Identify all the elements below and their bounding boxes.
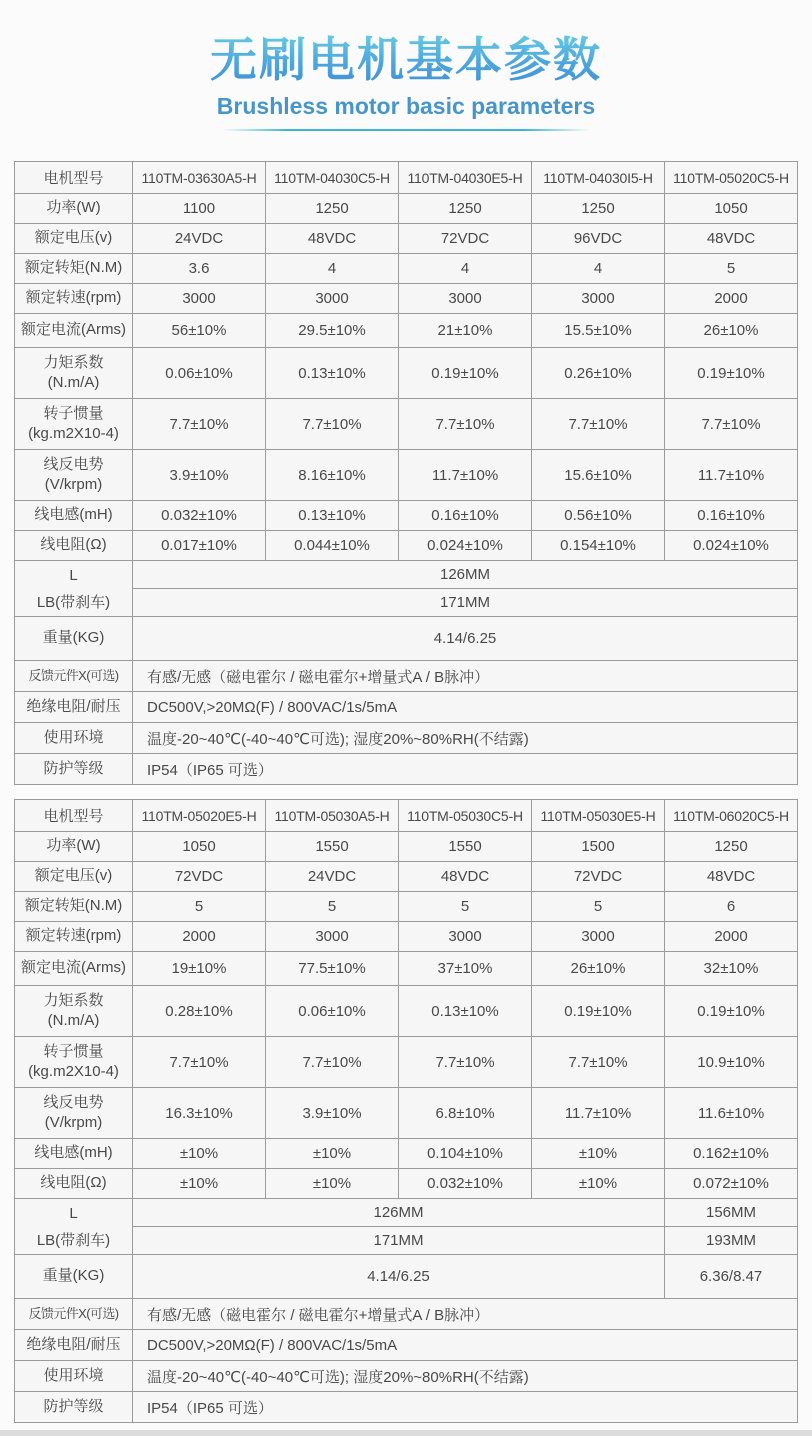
row-label-text: 绝缘电阻/耐压 (26, 697, 121, 715)
value-cell: 0.13±10% (266, 501, 399, 531)
value-cell: 0.16±10% (399, 501, 532, 531)
value-cell: 5 (266, 892, 399, 922)
value-cell: 1050 (665, 194, 798, 224)
model-number-cell: 110TM-04030I5-H (532, 162, 665, 194)
value-cell: 126MM (133, 1199, 665, 1227)
value-cell: 3000 (532, 284, 665, 314)
value-cell: 温度-20~40℃(-40~40℃可选); 湿度20%~80%RH(不结露) (133, 723, 798, 754)
value-cell: 6.8±10% (399, 1088, 532, 1139)
value-cell: ±10% (532, 1139, 665, 1169)
row-label-text: 额定电压(v) (34, 867, 113, 885)
row-label-text: 功率(W) (46, 199, 101, 217)
value-cell: 0.024±10% (399, 531, 532, 561)
row-label-text: LB(带刹车) (36, 593, 111, 611)
spec-table-2 (0, 799, 812, 1423)
value-cell: 2000 (133, 922, 266, 952)
row-label-cell (15, 1199, 133, 1255)
value-cell: 37±10% (399, 952, 532, 986)
value-cell: 48VDC (665, 862, 798, 892)
row-label-text: 防护等级 (43, 1397, 104, 1415)
value-cell: 0.56±10% (532, 501, 665, 531)
page-title: 无刷电机基本参数 (0, 32, 812, 88)
row-label-model: 电机型号 (15, 162, 133, 194)
value-cell: 1100 (133, 194, 266, 224)
value-cell: 有感/无感（磁电霍尔 / 磁电霍尔+增量式A / B脉冲） (133, 1299, 798, 1330)
row-label-text: 线电感(mH) (34, 1144, 113, 1162)
value-cell: 0.28±10% (133, 986, 266, 1037)
row-label-text: 额定转速(rpm) (25, 927, 122, 945)
row-label-cell (15, 1139, 133, 1169)
row-label-text: 反馈元件X(可选) (28, 668, 119, 684)
model-number-cell: 110TM-04030E5-H (399, 162, 532, 194)
row-label-cell (15, 922, 133, 952)
value-cell: 1250 (532, 194, 665, 224)
row-label-cell (15, 254, 133, 284)
value-cell: 0.06±10% (266, 986, 399, 1037)
value-cell: DC500V,>20MΩ(F) / 800VAC/1s/5mA (133, 692, 798, 723)
spec-table-1 (0, 161, 812, 785)
value-cell: 26±10% (665, 314, 798, 348)
value-cell: 2000 (665, 284, 798, 314)
row-label-text: 线电感(mH) (34, 506, 113, 524)
row-label-text: (kg.m2X10-4) (28, 1063, 119, 1080)
value-cell: 0.024±10% (665, 531, 798, 561)
row-label-cell (15, 986, 133, 1037)
row-label-text: 额定转速(rpm) (25, 289, 122, 307)
value-cell: 7.7±10% (266, 1037, 399, 1088)
value-cell: 72VDC (399, 224, 532, 254)
value-cell: 11.7±10% (665, 450, 798, 501)
value-cell: 6 (665, 892, 798, 922)
value-cell: 5 (532, 892, 665, 922)
row-label-cell (15, 1330, 133, 1361)
row-label-text: L (69, 1204, 78, 1222)
value-cell: 0.104±10% (399, 1139, 532, 1169)
page-subtitle: Brushless motor basic parameters (216, 93, 596, 119)
value-cell: 7.7±10% (532, 1037, 665, 1088)
row-label-cell (15, 501, 133, 531)
value-cell: 0.19±10% (665, 348, 798, 399)
value-cell: 5 (665, 254, 798, 284)
value-cell: 0.154±10% (532, 531, 665, 561)
row-label-cell (15, 1392, 133, 1423)
row-label-cell (15, 952, 133, 986)
value-cell: 7.7±10% (133, 1037, 266, 1088)
row-label-model: 电机型号 (15, 800, 133, 832)
row-label-text: 额定转矩(N.M) (24, 259, 123, 277)
row-label-cell (15, 754, 133, 785)
row-label-cell (15, 1255, 133, 1299)
row-label-cell (15, 399, 133, 450)
value-cell: 1250 (399, 194, 532, 224)
value-cell: DC500V,>20MΩ(F) / 800VAC/1s/5mA (133, 1330, 798, 1361)
value-cell: 0.044±10% (266, 531, 399, 561)
value-cell: 8.16±10% (266, 450, 399, 501)
value-cell: 2000 (665, 922, 798, 952)
value-cell: 3.6 (133, 254, 266, 284)
value-cell: 24VDC (266, 862, 399, 892)
value-cell: 15.5±10% (532, 314, 665, 348)
row-label-text: 绝缘电阻/耐压 (26, 1335, 121, 1353)
row-label-cell (15, 832, 133, 862)
value-cell: 7.7±10% (665, 399, 798, 450)
value-cell: 1500 (532, 832, 665, 862)
value-cell: 0.017±10% (133, 531, 266, 561)
value-cell: 96VDC (532, 224, 665, 254)
row-label-text: 线反电势 (43, 1093, 104, 1111)
title-underline (222, 129, 590, 131)
value-cell: 21±10% (399, 314, 532, 348)
value-cell: 77.5±10% (266, 952, 399, 986)
value-cell: 3000 (532, 922, 665, 952)
value-cell: ±10% (266, 1169, 399, 1199)
row-label-cell (15, 348, 133, 399)
row-label-cell (15, 1088, 133, 1139)
row-label-text: 额定电流(Arms) (21, 959, 126, 977)
row-label-cell (15, 661, 133, 692)
row-label-text: 额定电流(Arms) (21, 321, 126, 339)
value-cell: 48VDC (399, 862, 532, 892)
value-cell: 0.13±10% (399, 986, 532, 1037)
model-number-cell: 110TM-04030C5-H (266, 162, 399, 194)
value-cell: 0.19±10% (665, 986, 798, 1037)
value-cell: 0.032±10% (399, 1169, 532, 1199)
bottom-strip (0, 1430, 812, 1436)
value-cell: 0.06±10% (133, 348, 266, 399)
value-cell: 1250 (665, 832, 798, 862)
value-cell: 4.14/6.25 (133, 617, 798, 661)
row-label-text: 线电阻(Ω) (40, 1174, 107, 1192)
row-label-cell (15, 692, 133, 723)
row-label-text: 反馈元件X(可选) (28, 1306, 119, 1322)
value-cell: 7.7±10% (266, 399, 399, 450)
spec-table-1-grid (14, 161, 798, 785)
row-label-cell (15, 1299, 133, 1330)
value-cell: 32±10% (665, 952, 798, 986)
value-cell: 0.19±10% (399, 348, 532, 399)
value-cell: 1050 (133, 832, 266, 862)
value-cell: 3000 (399, 284, 532, 314)
value-cell: 1550 (399, 832, 532, 862)
value-cell: 1550 (266, 832, 399, 862)
row-label-text: LB(带刹车) (36, 1231, 111, 1249)
value-cell: 15.6±10% (532, 450, 665, 501)
row-label-text: 防护等级 (43, 759, 104, 777)
value-cell: 5 (133, 892, 266, 922)
row-label-cell (15, 723, 133, 754)
row-label-text: 转子惯量 (43, 404, 104, 422)
value-cell: 有感/无感（磁电霍尔 / 磁电霍尔+增量式A / B脉冲） (133, 661, 798, 692)
row-label-cell (15, 531, 133, 561)
value-cell: 0.26±10% (532, 348, 665, 399)
value-cell: 0.13±10% (266, 348, 399, 399)
row-label-cell (15, 1361, 133, 1392)
row-label-text: (kg.m2X10-4) (28, 425, 119, 442)
row-label-cell (15, 450, 133, 501)
value-cell: 3000 (399, 922, 532, 952)
row-label-text: (V/krpm) (44, 476, 103, 493)
value-cell: IP54（IP65 可选） (133, 1392, 798, 1423)
model-number-cell: 110TM-05030C5-H (399, 800, 532, 832)
row-label-cell (15, 314, 133, 348)
value-cell: 48VDC (266, 224, 399, 254)
row-label-text: 使用环境 (43, 1366, 104, 1384)
value-cell: 156MM (665, 1199, 798, 1227)
row-label-text: (V/krpm) (44, 1114, 103, 1131)
row-label-text: 力矩系数 (43, 991, 104, 1009)
row-label-text: 功率(W) (46, 837, 101, 855)
value-cell: IP54（IP65 可选） (133, 754, 798, 785)
row-label-cell (15, 224, 133, 254)
value-cell: ±10% (532, 1169, 665, 1199)
value-cell: 温度-20~40℃(-40~40℃可选); 湿度20%~80%RH(不结露) (133, 1361, 798, 1392)
row-label-text: 额定电压(v) (34, 229, 113, 247)
row-label-cell (15, 617, 133, 661)
value-cell: 126MM (133, 561, 798, 589)
value-cell: 26±10% (532, 952, 665, 986)
value-cell: ±10% (266, 1139, 399, 1169)
value-cell: 6.36/8.47 (665, 1255, 798, 1299)
value-cell: 48VDC (665, 224, 798, 254)
value-cell: 0.19±10% (532, 986, 665, 1037)
value-cell: 0.162±10% (665, 1139, 798, 1169)
value-cell: 1250 (266, 194, 399, 224)
model-number-cell: 110TM-06020C5-H (665, 800, 798, 832)
value-cell: 5 (399, 892, 532, 922)
value-cell: 4 (399, 254, 532, 284)
value-cell: 7.7±10% (133, 399, 266, 450)
value-cell: 7.7±10% (399, 1037, 532, 1088)
row-label-cell (15, 1169, 133, 1199)
model-number-cell: 110TM-05020C5-H (665, 162, 798, 194)
value-cell: 3000 (133, 284, 266, 314)
row-label-text: 使用环境 (43, 728, 104, 746)
page-header (0, 0, 812, 131)
value-cell: 171MM (133, 589, 798, 617)
value-cell: 11.7±10% (399, 450, 532, 501)
model-number-cell: 110TM-05020E5-H (133, 800, 266, 832)
spec-table-2-grid (14, 799, 798, 1423)
row-label-text: 额定转矩(N.M) (24, 897, 123, 915)
value-cell: 16.3±10% (133, 1088, 266, 1139)
value-cell: 11.7±10% (532, 1088, 665, 1139)
row-label-cell (15, 1037, 133, 1088)
value-cell: 3.9±10% (266, 1088, 399, 1139)
value-cell: 72VDC (133, 862, 266, 892)
value-cell: 3000 (266, 284, 399, 314)
row-label-cell (15, 194, 133, 224)
value-cell: 4 (532, 254, 665, 284)
row-label-text: 线反电势 (43, 455, 104, 473)
value-cell: 4.14/6.25 (133, 1255, 665, 1299)
value-cell: 0.032±10% (133, 501, 266, 531)
row-label-text: L (69, 566, 78, 584)
row-label-cell (15, 561, 133, 617)
row-label-text: 重量(KG) (42, 629, 105, 647)
value-cell: 4 (266, 254, 399, 284)
value-cell: 3000 (266, 922, 399, 952)
row-label-cell (15, 284, 133, 314)
model-number-cell: 110TM-03630A5-H (133, 162, 266, 194)
value-cell: 29.5±10% (266, 314, 399, 348)
value-cell: 10.9±10% (665, 1037, 798, 1088)
row-label-text: 线电阻(Ω) (40, 536, 107, 554)
value-cell: 19±10% (133, 952, 266, 986)
value-cell: 0.16±10% (665, 501, 798, 531)
value-cell: 3.9±10% (133, 450, 266, 501)
value-cell: 7.7±10% (399, 399, 532, 450)
value-cell: 0.072±10% (665, 1169, 798, 1199)
value-cell: ±10% (133, 1139, 266, 1169)
value-cell: 171MM (133, 1227, 665, 1255)
row-label-text: (N.m/A) (47, 1012, 100, 1029)
value-cell: 24VDC (133, 224, 266, 254)
row-label-text: 转子惯量 (43, 1042, 104, 1060)
model-number-cell: 110TM-05030A5-H (266, 800, 399, 832)
value-cell: 11.6±10% (665, 1088, 798, 1139)
row-label-text: 力矩系数 (43, 353, 104, 371)
row-label-cell (15, 862, 133, 892)
value-cell: 193MM (665, 1227, 798, 1255)
model-number-cell: 110TM-05030E5-H (532, 800, 665, 832)
value-cell: ±10% (133, 1169, 266, 1199)
row-label-text: (N.m/A) (47, 374, 100, 391)
row-label-text: 重量(KG) (42, 1267, 105, 1285)
row-label-cell (15, 892, 133, 922)
value-cell: 56±10% (133, 314, 266, 348)
value-cell: 72VDC (532, 862, 665, 892)
value-cell: 7.7±10% (532, 399, 665, 450)
